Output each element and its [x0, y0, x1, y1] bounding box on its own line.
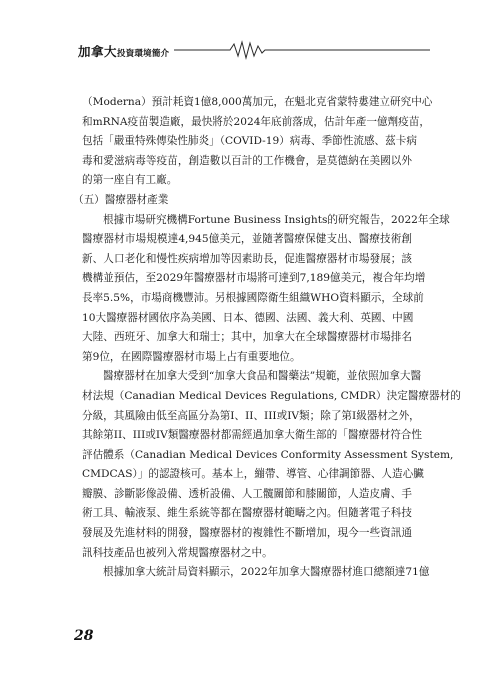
- running-header: [78, 40, 430, 60]
- text-line: 分級，其風險由低至高區分為第I、II、III或IV類；除了第I級器材之外，: [82, 409, 420, 422]
- text-line: 大陸、西班牙、加拿大和瑞士；其中，加拿大在全球醫療器材市場排名: [82, 331, 412, 344]
- text-line: 評估體系（Canadian Medical Devices Conformity Assessment System,: [82, 448, 454, 461]
- text-line: 的第一座自有工廠。: [82, 174, 178, 187]
- text-line: 第9位，在國際醫療器材市場上占有重要地位。: [82, 350, 301, 363]
- running-header-title-sub: 投資環境簡介: [117, 49, 170, 59]
- text-line: 和mRNA疫苗製造廠，最快將於2024年底前落成，估計年產一億劑疫苗，: [82, 115, 430, 128]
- text-line: 根據加拿大統計局資料顯示，2022年加拿大醫療器材進口總額達71億: [103, 566, 430, 579]
- text-line: 機構並預估，至2029年醫療器材市場將可達到7,189億美元，複合年均增: [82, 272, 426, 285]
- text-line: 瓣膜、診斷影像設備、透析設備、人工髖關節和膝關節，人造皮膚、手: [82, 487, 412, 500]
- text-line: CMDCAS）」的認證核可。基本上，繃帶、導管、心律調節器、人造心臟: [82, 468, 424, 481]
- running-header-title-main: 加拿大: [78, 44, 118, 59]
- text-line: 毒和愛滋病毒等疫苗，創造數以百計的工作機會，是莫德納在美國以外: [82, 154, 412, 167]
- text-line: 包括「嚴重特殊傳染性肺炎」（COVID-19）病毒、季節性流感、茲卡病: [82, 135, 417, 148]
- text-line: 術工具、輸液泵、維生系統等都在醫療器材範疇之內。但隨著電子科技: [82, 507, 412, 520]
- text-line: 長率5.5%，市場商機豐沛。另根據國際衛生組織WHO資料顯示，全球前: [82, 291, 424, 304]
- text-line: 根據市場研究機構Fortune Business Insights的研究報告，2022年全球: [103, 213, 450, 226]
- body-text: [73, 93, 461, 583]
- page-number: 28: [74, 628, 94, 644]
- text-line: 新、人口老化和慢性疾病增加等因素助長，促進醫療器材市場發展；該: [82, 252, 412, 265]
- text-line: 醫療器材在加拿大受到“加拿大食品和醫藥法”規範，並依照加拿大醫: [103, 370, 422, 383]
- text-line: 訊科技產品也被列入常規醫療器材之中。: [82, 546, 273, 559]
- text-line: 材法規（Canadian Medical Devices Regulations, CMDR）決定醫療器材的: [82, 389, 461, 402]
- text-line: 其餘第II、III或IV類醫療器材都需經過加拿大衛生部的「醫療器材符合性: [82, 429, 422, 442]
- text-line: （Moderna）預計耗資1億8,000萬加元，在魁北克省蒙特婁建立研究中心: [82, 96, 433, 108]
- text-line: 醫療器材市場規模達4,945億美元，並隨著醫療保健支出、醫療技術創: [82, 233, 412, 246]
- running-header-title: [78, 41, 169, 60]
- section-heading: （五）醫療器材產業: [73, 193, 169, 206]
- text-line: 發展及先進材料的開發，醫療器材的複雜性不斷增加，現今一些資訊通: [82, 527, 412, 540]
- text-line: 10大醫療器材國依序為美國、日本、德國、法國、義大利、英國、中國: [82, 311, 414, 324]
